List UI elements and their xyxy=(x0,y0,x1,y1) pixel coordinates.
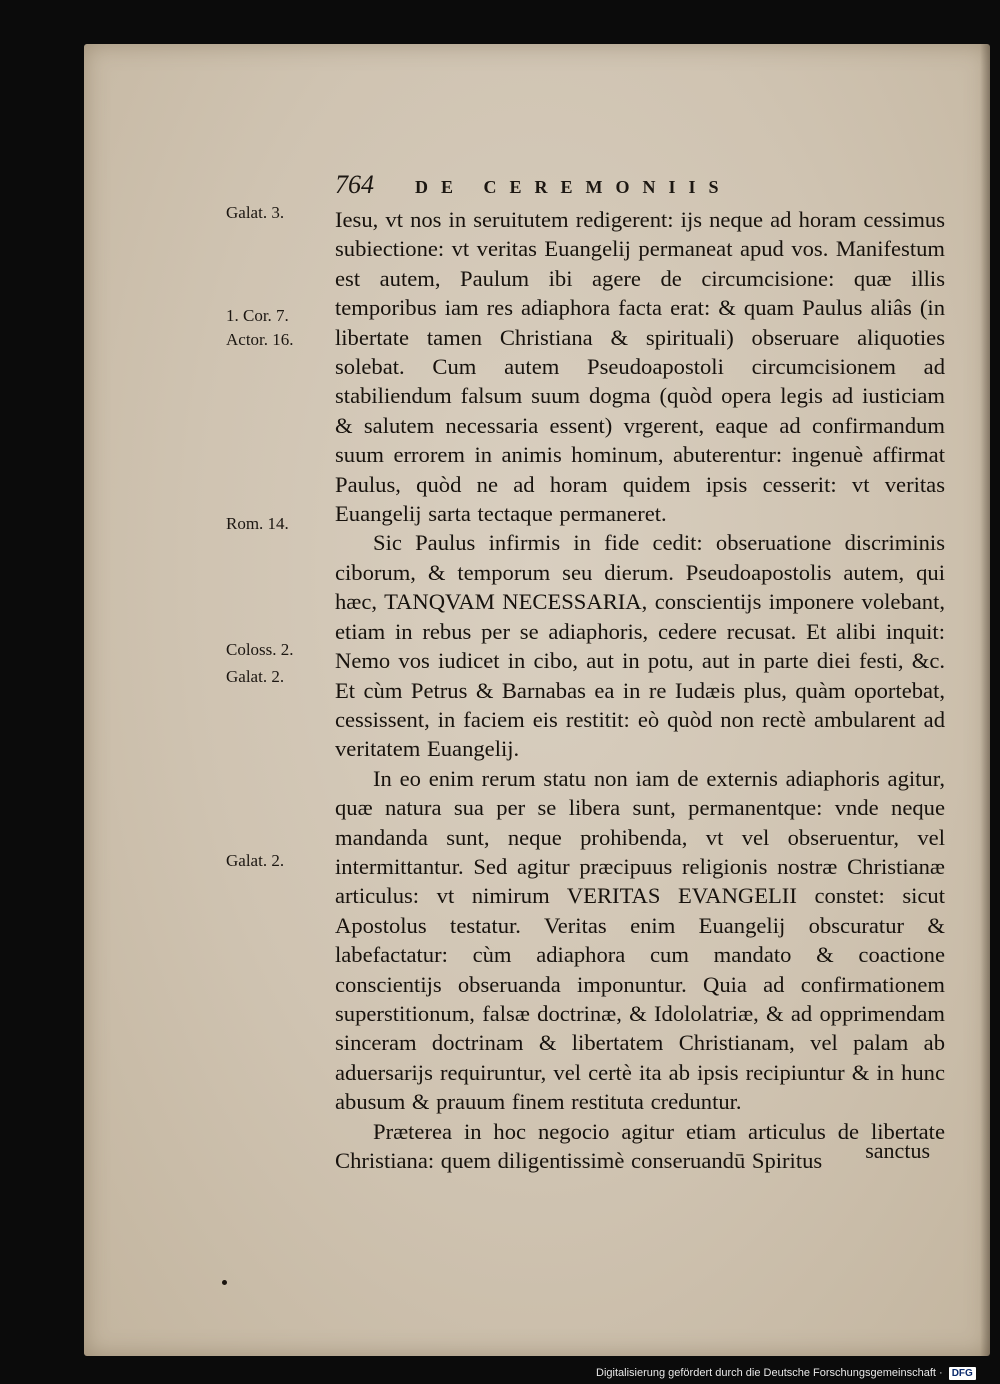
paragraph: Præterea in hoc negocio agitur etiam articulus de libertate Christiana: quem diligentissimè conseruandū Spiritus xyxy=(335,1118,945,1173)
paragraph: In eo enim rerum statu non iam de externis adiaphoris agitur, quæ natura sua per se libera sunt, permanentque: vnde neque mandanda sunt, neque prohibenda, vt vel obseruentur, vel intermittantur. Sed agitur præcipuus religionis nostræ Christianæ articulus: vt nimirum VERITAS EVANGELII constet: sicut Apostolus testatur. Veritas enim Euangelij obscuratur & labefactatur: cùm adiaphora cum mandato & coactione conscientijs obseruanda imponuntur. Quia ad confirmationem superstitionum, falsæ doctrinæ, & Idololatriæ, & ad opprimendam sinceram doctrinam & libertatem Christianam, vel palam ab aduersarijs requiruntur, vel certè ita ab ipsis recipiuntur & in hunc abusum & prauum finem restituta creduntur. xyxy=(335,765,945,1115)
funding-footer xyxy=(596,1366,976,1380)
margin-note: Galat. 2. xyxy=(226,851,285,870)
margin-note: Actor. 16. xyxy=(226,330,294,349)
margin-note: Rom. 14. xyxy=(226,514,289,533)
margin-note: Coloss. 2. xyxy=(226,640,294,659)
paragraph: Sic Paulus infirmis in fide cedit: obseruatione discriminis ciborum, & temporum seu dierum. Pseudoapostolis autem, qui hæc, TANQVAM NECESSARIA, conscientijs imponere volebant, etiam in rebus per se adiaphoris, cedere recusat. Et alibi inquit: Nemo vos iudicet in cibo, aut in potu, aut in parte diei festi, &c. Et cùm Petrus & Barnabas ea in re Iudæis plus, quàm oportebat, cessissent, in faciem eis restitit: eò quòd non rectè ambularent ad veritatem Euangelij. xyxy=(335,530,945,762)
main-text xyxy=(335,205,945,1175)
page-header xyxy=(335,170,835,202)
funding-text: Digitalisierung gefördert durch die Deutsche Forschungsgemeinschaft · xyxy=(596,1367,943,1379)
page-number: 764 xyxy=(335,170,374,199)
dfg-logo-icon: DFG xyxy=(949,1367,976,1380)
margin-note: Galat. 2. xyxy=(226,667,285,686)
page-edge-shadow xyxy=(980,44,990,1356)
margin-note: 1. Cor. 7. xyxy=(226,306,289,325)
paragraph: Iesu, vt nos in seruitutem redigerent: ijs neque ad horam cessimus subiectione: vt veritas Euangelij permaneat apud vos. Manifestum est autem, Paulum ibi agere de circumcisione: quæ illis temporibus iam res adiaphora facta erat: & quam Paulus aliâs (in libertate tamen Christiana & spirituali) obseruare aliquoties solebat. Cum autem Pseudoapostoli circumcisionem ad stabiliendum falsum suum dogma (quòd opera legis ad iusticiam & salutem necessaria essent) vrgerent, eaque ad confirmandum suum errorem in animis hominum, abuterentur: ingenuè affirmat Paulus, quòd ne ad horam quidem ipsis cesserit: vt veritas Euangelij sarta tectaque permaneret. xyxy=(335,207,945,527)
margin-note: Galat. 3. xyxy=(226,203,285,222)
catchword: sanctus xyxy=(865,1138,930,1163)
ink-speck xyxy=(222,1280,227,1285)
running-head: DE CEREMONIIS xyxy=(415,177,732,197)
